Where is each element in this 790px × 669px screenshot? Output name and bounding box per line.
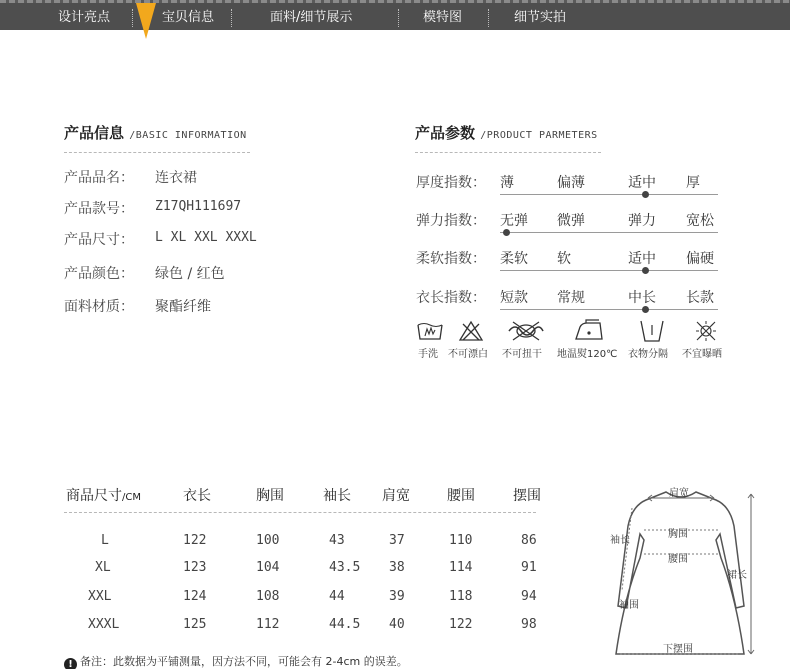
param-label: 柔软指数：: [416, 251, 486, 267]
basic-info-heading: 产品信息 /BASIC INFORMATION: [64, 124, 247, 142]
basic-info-subtitle: BASIC INFORMATION: [135, 130, 247, 141]
figure-label-waist: 腰围: [668, 554, 688, 565]
param-level: 适中: [628, 251, 656, 267]
param-label: 弹力指数：: [416, 213, 486, 229]
care-label-low-iron: 地温熨120℃: [557, 349, 618, 360]
top-nav-bar: [0, 0, 790, 30]
params-divider: [415, 152, 601, 153]
size-table-cell: 100: [256, 533, 280, 548]
size-table-cell: 122: [183, 533, 207, 548]
info-value-sizes: L XL XXL XXXL: [155, 230, 257, 245]
size-table-header-size: [66, 485, 141, 505]
info-value-name: 连衣裙: [155, 170, 197, 186]
param-level: 软: [557, 251, 571, 267]
basic-info-divider: [64, 152, 250, 153]
param-scale-line: [500, 309, 718, 310]
info-value-sku: Z17QH111697: [155, 199, 242, 214]
nav-decorative-border: [0, 0, 790, 3]
size-row-label: XXXL: [88, 617, 120, 632]
param-level: 适中: [628, 175, 656, 191]
param-level: 厚: [686, 175, 700, 191]
size-row-label: XXL: [88, 589, 112, 604]
size-table-header: 肩宽: [382, 488, 410, 504]
size-table-cell: 44: [329, 589, 345, 604]
param-level: 柔软: [500, 251, 528, 267]
care-label-no-bleach: 不可漂白: [448, 349, 488, 360]
params-heading: 产品参数 /PRODUCT PARMETERS: [415, 124, 598, 142]
params-subtitle: PRODUCT PARMETERS: [486, 130, 598, 141]
tab-product-info[interactable]: 宝贝信息: [162, 10, 215, 25]
param-level: 中长: [628, 290, 656, 306]
size-table-cell: 40: [389, 617, 405, 632]
measurement-note: [64, 653, 408, 669]
size-table-cell: 38: [389, 560, 405, 575]
info-label-sizes: 产品尺寸：: [64, 232, 134, 248]
size-table-header: 摆围: [513, 488, 541, 504]
size-table-cell: 37: [389, 533, 405, 548]
low-iron-icon: [573, 319, 605, 343]
separate-wash-icon: [638, 319, 666, 343]
size-table-cell: 91: [521, 560, 537, 575]
param-scale-line: [500, 194, 718, 195]
care-label-no-sun: 不宜曝晒: [682, 349, 722, 360]
figure-label-hem: 下摆围: [663, 644, 693, 655]
param-label: 厚度指数：: [416, 175, 486, 191]
param-level: 无弹: [500, 213, 528, 229]
nav-separator: [231, 9, 232, 27]
size-table-cell: 94: [521, 589, 537, 604]
size-unit: /CM: [122, 492, 141, 503]
care-label-hand-wash: 手洗: [418, 349, 438, 360]
figure-label-cuff: 袖围: [619, 600, 639, 611]
tab-fabric-details[interactable]: 面料/细节展示: [270, 10, 353, 25]
param-selected-dot: [642, 306, 649, 313]
size-table-header: 腰围: [447, 488, 475, 504]
info-label-material: 面料材质：: [64, 299, 134, 315]
size-table-cell: 43.5: [329, 560, 361, 575]
nav-separator: [132, 9, 133, 27]
figure-label-shoulder: 肩宽: [669, 488, 689, 499]
care-label-no-wring: 不可扭干: [502, 349, 542, 360]
param-scale-line: [500, 232, 718, 233]
figure-label-length: 裙长: [727, 570, 747, 581]
size-table-cell: 43: [329, 533, 345, 548]
param-level: 宽松: [686, 213, 714, 229]
nav-separator: [488, 9, 489, 27]
active-tab-marker: [136, 3, 156, 39]
param-level: 常规: [557, 290, 585, 306]
param-label: 衣长指数：: [416, 290, 486, 306]
tab-design-highlights[interactable]: 设计亮点: [58, 10, 111, 25]
no-bleach-icon: [457, 319, 485, 343]
param-level: 偏薄: [557, 175, 585, 191]
param-level: 薄: [500, 175, 514, 191]
size-column-title: 商品尺寸: [66, 488, 122, 504]
size-table-cell: 108: [256, 589, 280, 604]
param-selected-dot: [503, 229, 510, 236]
size-row-label: L: [101, 533, 109, 548]
hand-wash-icon: [416, 319, 444, 343]
param-selected-dot: [642, 191, 649, 198]
info-label-colors: 产品颜色：: [64, 266, 134, 282]
size-row-label: XL: [95, 560, 111, 575]
size-table-cell: 110: [449, 533, 473, 548]
size-table-cell: 86: [521, 533, 537, 548]
info-label-name: 产品品名：: [64, 170, 134, 186]
params-title: 产品参数: [415, 124, 476, 142]
care-label-separate: 衣物分隔: [628, 349, 668, 360]
size-table-cell: 125: [183, 617, 207, 632]
size-table-cell: 104: [256, 560, 280, 575]
param-level: 短款: [500, 290, 528, 306]
nav-separator: [398, 9, 399, 27]
tab-detail-shots[interactable]: 细节实拍: [514, 10, 567, 25]
size-table-cell: 124: [183, 589, 207, 604]
size-table-header: 衣长: [183, 488, 211, 504]
param-level: 偏硬: [686, 251, 714, 267]
warning-icon: !: [64, 658, 77, 669]
info-value-material: 聚酯纤维: [155, 299, 211, 315]
info-value-colors: 绿色 / 红色: [155, 266, 225, 282]
size-table-cell: 114: [449, 560, 473, 575]
param-level: 弹力: [628, 213, 656, 229]
no-sun-dry-icon: [692, 319, 720, 343]
size-table-cell: 122: [449, 617, 473, 632]
note-text: 备注：此数据为平铺测量，因方法不同，可能会有 2-4cm 的误差。: [80, 655, 408, 668]
size-table-cell: 44.5: [329, 617, 361, 632]
param-level: 微弹: [557, 213, 585, 229]
tab-model-photos[interactable]: 模特图: [423, 10, 463, 25]
size-table-header: 胸围: [256, 488, 284, 504]
size-table-cell: 123: [183, 560, 207, 575]
param-level: 长款: [686, 290, 714, 306]
info-label-sku: 产品款号：: [64, 201, 134, 217]
size-table-divider: [64, 512, 536, 513]
figure-label-sleeve: 袖长: [610, 535, 630, 546]
size-table-cell: 118: [449, 589, 473, 604]
basic-info-title: 产品信息: [64, 124, 125, 142]
size-table-cell: 39: [389, 589, 405, 604]
size-table-header: 袖长: [323, 488, 351, 504]
size-table-cell: 112: [256, 617, 280, 632]
size-table-cell: 98: [521, 617, 537, 632]
figure-label-chest: 胸围: [668, 529, 688, 540]
param-selected-dot: [642, 267, 649, 274]
no-wring-icon: [505, 319, 545, 343]
param-scale-line: [500, 270, 718, 271]
